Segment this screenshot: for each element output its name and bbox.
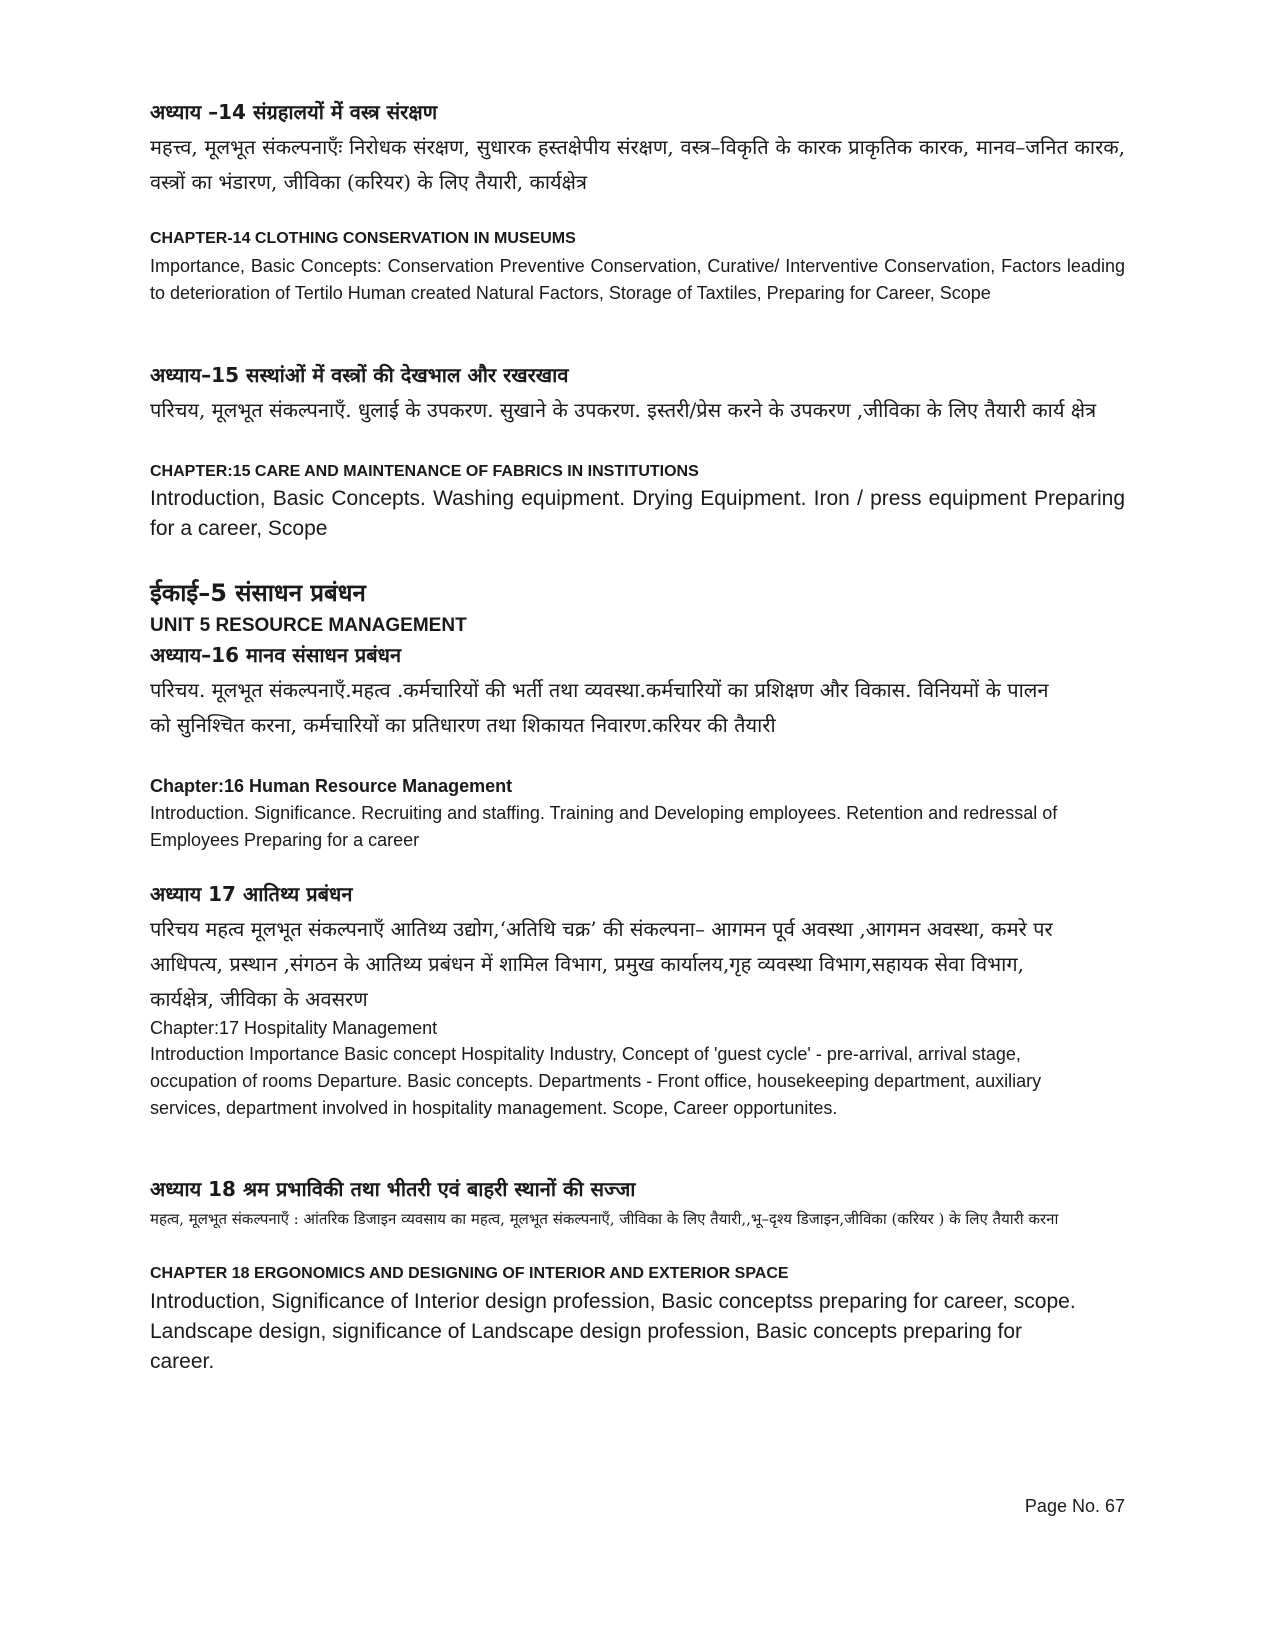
ch15-english-body: Introduction, Basic Concepts. Washing equipment. Drying Equipment. Iron / press equipment Preparing for a career, Scope xyxy=(150,487,1125,540)
ch17-english-body: Introduction Importance Basic concept Hospitality Industry, Concept of 'guest cycle' - pre-arrival, arrival stage, occupation of rooms Departure. Basic concepts. Departments - Front office, housekeeping department, auxiliary services, department involved in hospitality management. Scope, Career opportunites. xyxy=(150,1044,1042,1118)
ch16-english-title: Chapter:16 Human Resource Management xyxy=(150,776,513,796)
ch15-hindi-title: अध्याय–15 सस्थांओं में वस्त्रों की देखभाल और रखरखाव xyxy=(150,363,569,387)
ch18-hindi-body: महत्व, मूलभूत संकल्पनाएँ : आंतरिक डिजाइन व्यवसाय का महत्व, मूलभूत संकल्पनाएँ, जीविका के लिए तैयारी,,भू–दृश्य डिजाइन,जीविका (करियर ) के लिए तैयारी करना xyxy=(150,1210,1059,1228)
ch18-english-body: Introduction, Significance of Interior design profession, Basic conceptss preparing for career, scope. Landscape design, significance of Landscape design profession, Basic concepts preparing for career. xyxy=(150,1290,1076,1373)
ch16-hindi-body: परिचय. मूलभूत संकल्पनाएँ.महत्व .कर्मचारियों की भर्ती तथा व्यवस्था.कर्मचारियों का प्रशिक्षण और विकास. विनियमों के पालन को सुनिश्चित करना, कर्मचारियों का प्रतिधारण तथा शिकायत निवारण.करियर की तैयारी xyxy=(150,678,1049,737)
ch14-english-body: Importance, Basic Concepts: Conservation Preventive Conservation, Curative/ Interventive Conservation, Factors leading to deterioration of Tertilo Human created Natural Factors, Storage of Taxtiles, Preparing for Career, Scope xyxy=(150,256,1125,303)
ch14-hindi-title: अध्याय –14 संग्रहालयों में वस्त्र संरक्षण xyxy=(150,100,438,124)
ch18-english-title: CHAPTER 18 ERGONOMICS AND DESIGNING OF INTERIOR AND EXTERIOR SPACE xyxy=(150,1265,789,1282)
ch17-hindi-title: अध्याय 17 आतिथ्य प्रबंधन xyxy=(150,882,353,906)
ch17-hindi-body: परिचय महत्व मूलभूत संकल्पनाएँ आतिथ्य उद्योग,‘अतिथि चक्र’ की संकल्पना– आगमन पूर्व अवस्था ,आगमन अवस्था, कमरे पर आधिपत्य, प्रस्थान ,संगठन के आतिथ्य प्रबंधन में शामिल विभाग, प्रमुख कार्यालय,गृह व्यवस्था विभाग,सहायक सेवा विभाग, कार्यक्षेत्र, जीविका के अवसरण xyxy=(150,917,1053,1011)
page-number: Page No. 67 xyxy=(1024,1496,1125,1516)
ch14-english-title: CHAPTER-14 CLOTHING CONSERVATION IN MUSEUMS xyxy=(150,230,576,247)
ch15-english-title: CHAPTER:15 CARE AND MAINTENANCE OF FABRICS IN INSTITUTIONS xyxy=(150,463,699,480)
ch14-hindi-body: महत्त्व, मूलभूत संकल्पनाएँः निरोधक संरक्षण, सुधारक हस्तक्षेपीय संरक्षण, वस्त्र–विकृति के कारक प्राकृतिक कारक, मानव–जनित कारक, वस्त्रों का भंडारण, जीविका (करियर) के लिए तैयारी, कार्यक्षेत्र xyxy=(150,135,1125,194)
unit5-english-title: UNIT 5 RESOURCE MANAGEMENT xyxy=(150,615,467,636)
ch16-hindi-title: अध्याय–16 मानव संसाधन प्रबंधन xyxy=(150,643,402,667)
ch16-english-body: Introduction. Significance. Recruiting and staffing. Training and Developing employees. Retention and redressal of Employees Preparing for a career xyxy=(150,803,1058,850)
ch18-hindi-title: अध्याय 18 श्रम प्रभाविकी तथा भीतरी एवं बाहरी स्थानों की सज्जा xyxy=(150,1177,636,1201)
ch15-hindi-body: परिचय, मूलभूत संकल्पनाएँ. धुलाई के उपकरण. सुखाने के उपकरण. इस्तरी/प्रेस करने के उपकरण ,जीविका के लिए तैयारी कार्य क्षेत्र xyxy=(150,398,1097,422)
ch17-english-title: Chapter:17 Hospitality Management xyxy=(150,1018,438,1038)
unit5-hindi-title: ईकाई–5 संसाधन प्रबंधन xyxy=(150,579,366,607)
